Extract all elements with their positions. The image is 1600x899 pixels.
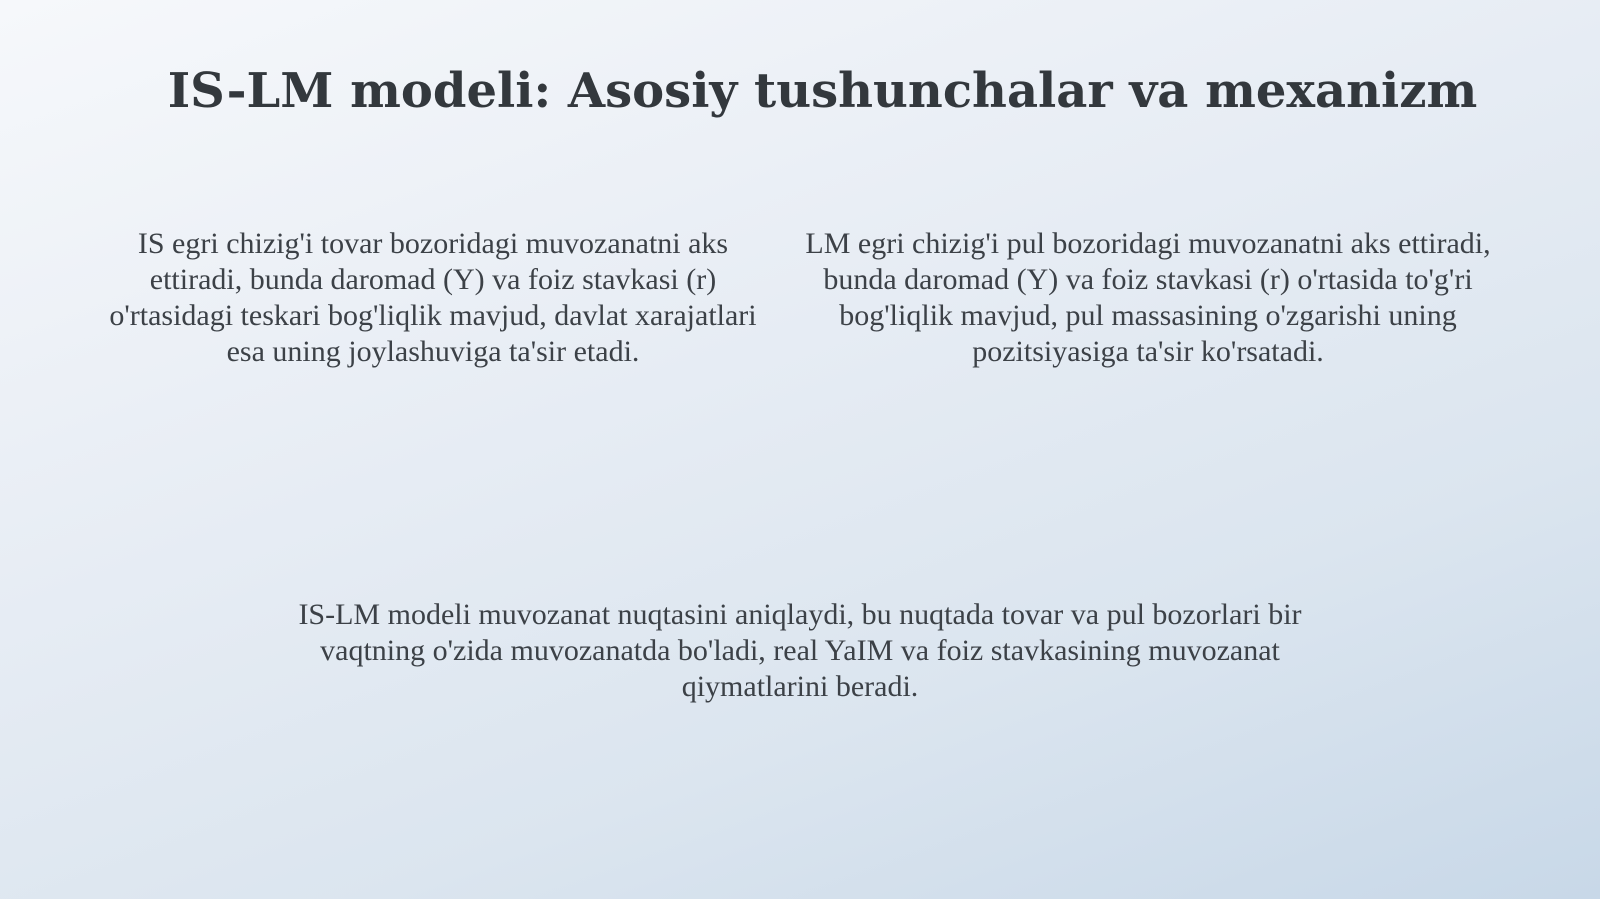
is-curve-paragraph: IS egri chizig'i tovar bozoridagi muvozanatni aks ettiradi, bunda daromad (Y) va foiz stavkasi (r) o'rtasidagi teskari bog'liqlik mavjud, davlat xarajatlari esa uning joylashuviga ta'sir etadi. [109, 227, 757, 368]
lm-curve-paragraph: LM egri chizig'i pul bozoridagi muvozanatni aks ettiradi, bunda daromad (Y) va foiz stavkasi (r) o'rtasida to'g'ri bog'liqlik mavjud, pul massasining o'zgarishi uning pozitsiyasiga ta'sir ko'rsatadi. [805, 227, 1491, 368]
equilibrium-paragraph: IS-LM modeli muvozanat nuqtasini aniqlaydi, bu nuqtada tovar va pul bozorlari bir vaqtning o'zida muvozanatda bo'ladi, real YaIM va foiz stavkasining muvozanat qiymatlarini beradi. [298, 598, 1302, 703]
slide-title: IS-LM modeli: Asosiy tushunchalar va mexanizm [167, 63, 1478, 119]
